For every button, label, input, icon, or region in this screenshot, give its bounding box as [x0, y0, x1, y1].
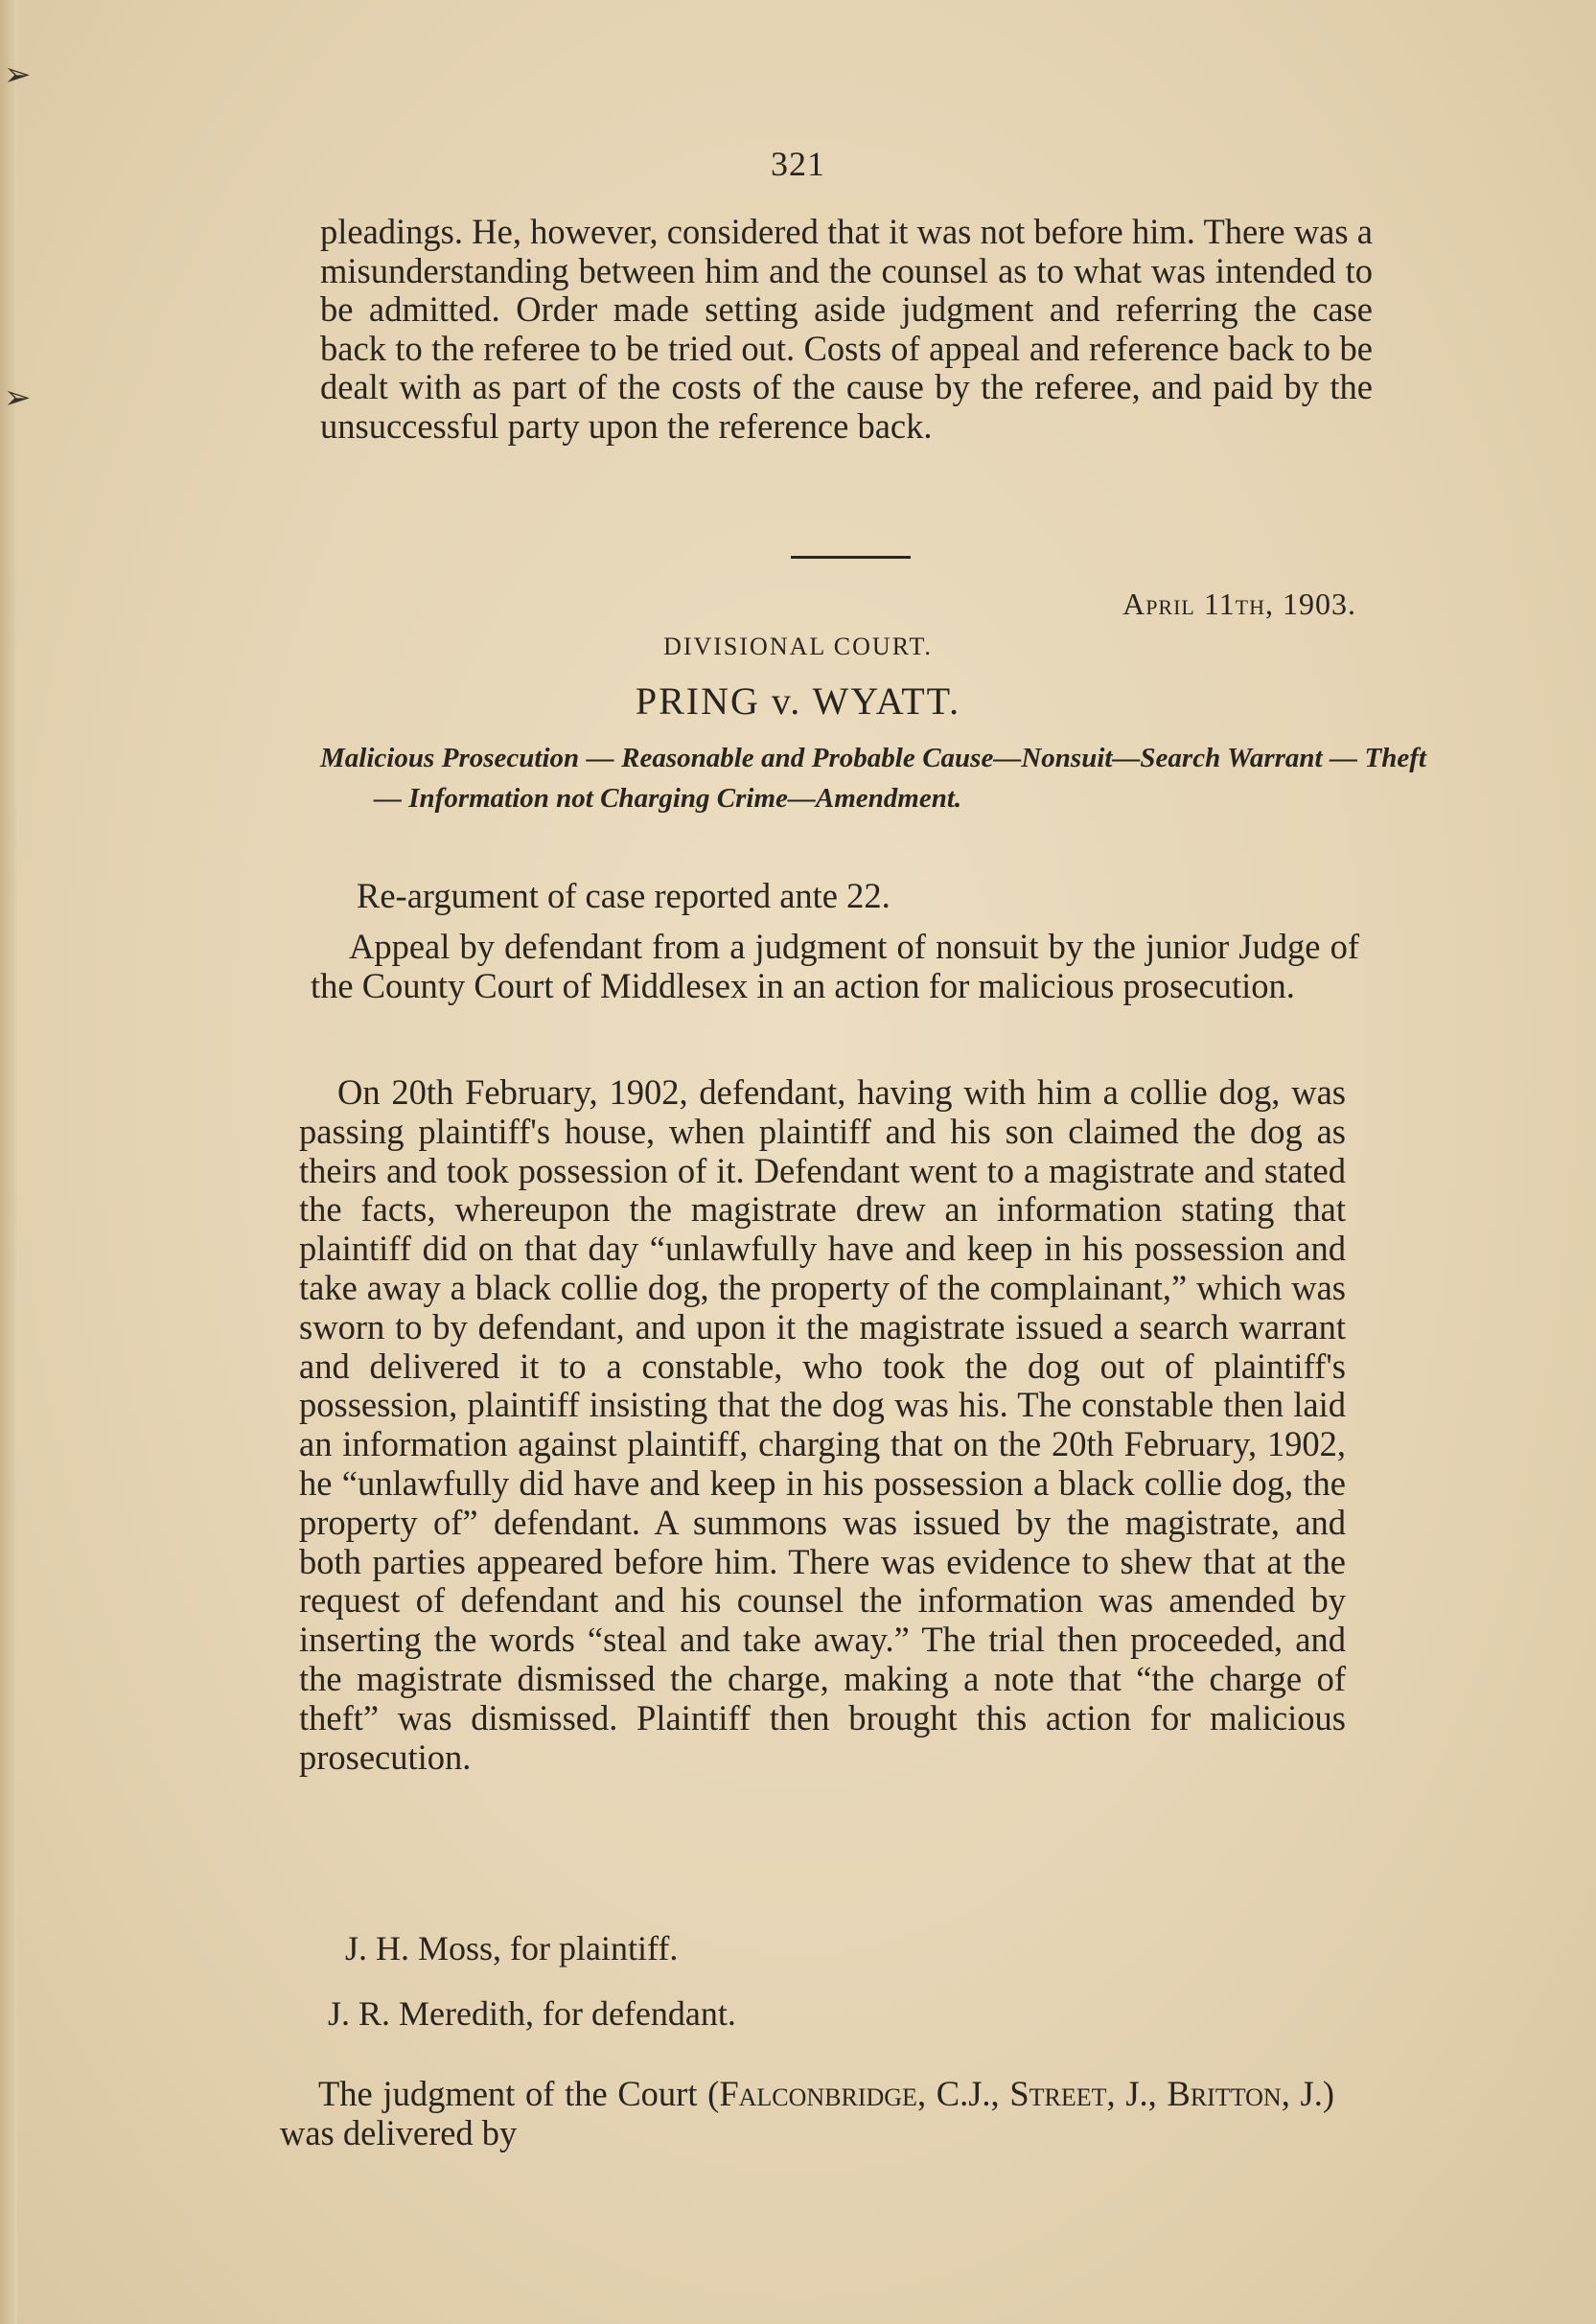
judge-name: Street: [1009, 2074, 1107, 2113]
counsel-defendant: J. R. Meredith, for defendant.: [328, 1994, 736, 2033]
headnote: Malicious Prosecution — Reasonable and Probable Cause—Nonsuit—Search Warrant — Theft — Information not Charging Crime—Amendment.: [320, 743, 1426, 814]
judgment-text: , J.,: [1106, 2074, 1168, 2113]
opening-paragraph-block: [320, 213, 1373, 446]
judge-name: Falconbridge: [719, 2074, 917, 2113]
reargument-block: [357, 877, 1373, 916]
judgment-text: , C.J.,: [916, 2074, 1010, 2113]
page-number: 321: [771, 145, 825, 183]
judge-name: Britton: [1167, 2074, 1282, 2113]
binding-edge: [0, 0, 17, 2324]
section-divider: [791, 556, 911, 559]
judgment-block: [280, 2075, 1334, 2152]
opening-paragraph: pleadings. He, however, considered that it was not before him. There was a misunderstanding between him and the counsel as to what was intended to be admitted. Order made setting aside judgment and referring the case back to the referee to be tried out. Costs of appeal and reference back to be dealt with as part of the costs of the cause by the referee, and paid by the unsuccessful party upon the reference back.: [320, 212, 1373, 446]
counsel-plaintiff: J. H. Moss, for plaintiff.: [345, 1929, 679, 1967]
court-name: DIVISIONAL COURT.: [663, 633, 933, 660]
facts-block: [299, 1073, 1346, 1777]
margin-mark: ➢: [4, 380, 32, 416]
judgment-intro: [280, 2075, 1334, 2152]
appeal-block: [311, 928, 1359, 1005]
appeal-paragraph: Appeal by defendant from a judgment of nonsuit by the junior Judge of the County Court of Middlesex in an action for malicious prosecution.: [311, 927, 1359, 1005]
facts-paragraph: On 20th February, 1902, defendant, having with him a collie dog, was passing plaintiff's house, when plaintiff and his son claimed the dog as theirs and took possession of it. Defendant went to a magistrate and stated the facts, whereupon the magistrate drew an information stating that plaintiff did on that day “unlawfully have and keep in his possession and take away a black collie dog, the property of the complainant,” which was sworn to by defendant, and upon it the magistrate issued a search warrant and delivered it to a constable, who took the dog out of plaintiff's possession, plaintiff insisting that the dog was his. The constable then laid an information against plaintiff, charging that on the 20th February, 1902, he “unlawfully did have and keep in his possession a black collie dog, the property of” defendant. A summons was issued by the magistrate, and both parties appeared before him. There was evidence to shew that at the request of defendant and his counsel the information was amended by inserting the words “steal and take away.” The trial then proceeded, and the magistrate dismissed the charge, making a note that “the charge of theft” was dismissed. Plaintiff then brought this action for malicious prosecution.: [299, 1072, 1346, 1777]
case-title: PRING v. WYATT.: [635, 679, 961, 723]
judgment-text: The judgment of the Court (: [318, 2074, 720, 2113]
margin-mark: ➢: [4, 58, 32, 93]
reargument-note: Re-argument of case reported ante 22.: [357, 876, 891, 915]
judgment-text: , J.) was delivered by: [280, 2074, 1334, 2152]
decision-date: April 11th, 1903.: [1122, 587, 1356, 621]
